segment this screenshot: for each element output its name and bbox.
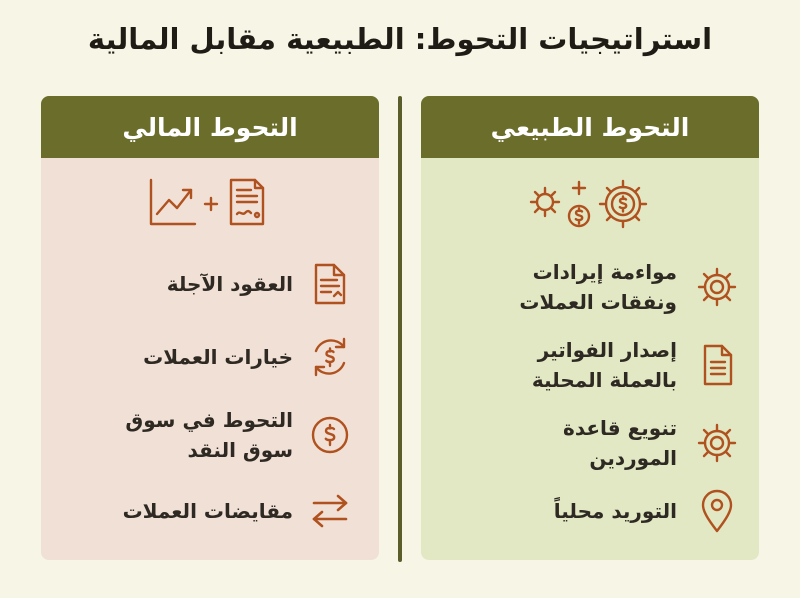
financial-hedging-header: التحوط المالي — [41, 96, 379, 158]
page-title: استراتيجيات التحوط: الطبيعية مقابل المالية — [87, 22, 713, 56]
item-label: خيارات العملات — [143, 345, 293, 369]
natural-item-4 — [421, 476, 759, 546]
natural-hedging-panel — [421, 96, 759, 560]
financial-item-1 — [41, 249, 379, 319]
financial-item-2 — [41, 322, 379, 392]
swap-arrows-icon — [307, 488, 353, 534]
gear-icon — [693, 263, 741, 311]
chart-plus-contract-icon — [41, 176, 379, 228]
natural-item-1 — [421, 252, 759, 322]
currency-exchange-icon — [307, 334, 353, 380]
item-label: مواءمة إيرادات ونفقات العملات — [519, 260, 677, 314]
gears-dollar-icon — [421, 176, 759, 236]
natural-hedging-header: التحوط الطبيعي — [421, 96, 759, 158]
item-label: مقايضات العملات — [122, 499, 293, 523]
natural-item-2 — [421, 330, 759, 400]
center-divider — [398, 96, 402, 562]
document-icon — [693, 341, 741, 389]
financial-item-4 — [41, 476, 379, 546]
item-label: إصدار الفواتير بالعملة المحلية — [531, 338, 677, 392]
item-label: التحوط في سوق سوق النقد — [125, 408, 293, 462]
contract-icon — [307, 261, 353, 307]
item-label: العقود الآجلة — [166, 272, 293, 296]
natural-item-3 — [421, 408, 759, 478]
location-pin-icon — [693, 487, 741, 535]
financial-hedging-panel — [41, 96, 379, 560]
dollar-coin-icon — [307, 412, 353, 458]
financial-item-3 — [41, 400, 379, 470]
item-label: التوريد محلياً — [553, 499, 677, 523]
item-label: تنويع قاعدة الموردين — [563, 416, 677, 470]
gear-icon — [693, 419, 741, 467]
